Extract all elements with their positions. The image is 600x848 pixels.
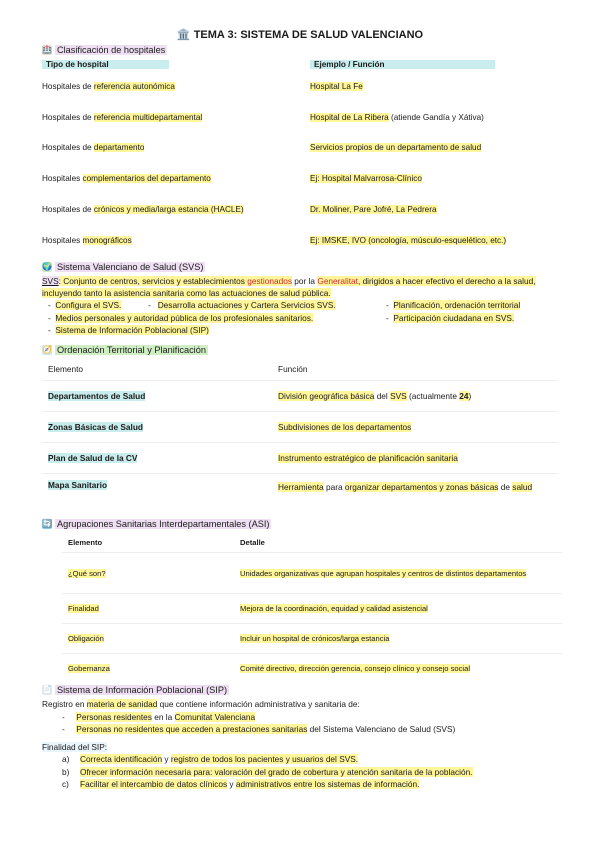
table-row: Mapa Sanitario Herramienta para organizar departamentos y zonas básicas de salud [48,480,533,493]
table-row: Departamentos de Salud División geográfica básica del SVS (actualmente 24) [42,381,558,412]
section-sip-heading: 📄 Sistema de Información Poblacional (SIP) [42,685,228,696]
globe-icon: 🌍 [42,261,52,271]
svs-bullets: - Configura el SVS. - Desarrolla actuaciones y Cartera Servicios SVS. - Planificación, ordenación territorial - Medios personales y autoridad pública de los profesionales sanitarios. - Participación ciudadana en SVS. - Sistema de Información Poblacional (SIP) [48,300,521,335]
list-item: c) Facilitar el intercambio de datos clínicos y administrativos entre los sistemas de información. [62,779,420,790]
ordenacion-table [42,358,558,518]
section-hospitals-heading: 🏥 Clasificación de hospitales [42,45,166,55]
table-row: Hospitales de crónicos y media/larga estancia (HACLE) Dr. Moliner, Pare Jofré, La Pedrera [42,205,437,215]
column-header: Ejemplo / Función [310,60,495,69]
table-row: Zonas Básicas de Salud Subdivisiones de los departamentos [42,412,558,443]
refresh-icon: 🔄 [42,519,52,529]
list-item: b) Ofrecer información necesaria para: valoración del grado de cobertura y atención sanitaria de la población. [62,766,473,777]
table-row: Plan de Salud de la CV Instrumento estratégico de planificación sanitaria [42,443,558,474]
hospitals-table [42,58,558,256]
table-row: Hospitales de referencia autonómica Hospital La Fe [42,81,363,91]
section-asi-heading: 🔄 Agrupaciones Sanitarias Interdepartamentales (ASI) [42,519,270,530]
section-ordenacion-heading: 🧭 Ordenación Territorial y Planificación [42,345,206,356]
table-row: Obligación Incluir un hospital de crónicos/larga estancia [62,624,562,654]
column-header: Detalle [240,537,265,547]
section-svs-heading: 🌍 Sistema Valenciano de Salud (SVS) [42,261,204,272]
column-header: Tipo de hospital [42,60,169,69]
asi-table [62,532,562,683]
svs-definition: SVS: Conjunto de centros, servicios y establecimientos gestionados por la Generalitat, dirigidos a hacer efectivo el derecho a la salud, incluyendo tanto la asistencia sanitaria como las actuaciones de salud pública. [42,275,536,299]
column-header: Elemento [48,364,84,375]
table-row: Gobernanza Comité directivo, dirección gerencia, consejo clínico y consejo social [68,664,471,674]
page-title: 🏛️ TEMA 3: SISTEMA DE SALUD VALENCIANO [176,29,424,41]
table-row: Hospitales complementarios del departamento Ej: Hospital Malvarrosa-Clínico [42,174,422,184]
table-row: Finalidad Mejora de la coordinación, equidad y calidad asistencial [62,594,562,624]
column-header: Función [278,364,308,375]
hospital-icon: 🏥 [42,45,52,54]
building-icon: 🏛️ [176,29,191,41]
table-row: Hospitales de referencia multidepartamental Hospital de La Ribera (atiende Gandía y Xátiva) [42,112,484,122]
table-row: Hospitales de departamento Servicios propios de un departamento de salud [42,143,482,153]
list-item: a) Correcta identificación y registro de todos los pacientes y usuarios del SVS. [62,754,359,765]
document-icon: 📄 [42,685,52,695]
compass-icon: 🧭 [42,345,52,355]
sip-body: Registro en materia de sanidad que contiene información administrativa y sanitaria de: - Personas residentes en la Comunitat Valenciana - Personas no residentes que acceden a prestaciones sanitarias del Sistema Valenciano de Salud (SVS) Finalidad del SIP: a) Correcta identificación y registro de todos los pacientes y usuarios del SVS. b) Ofrecer información necesaria para: valoración del grado de cobertura y atención sanitaria de la población. c) Facilitar el intercambio de datos clínicos y administrativos entre los sistemas de información. [42,698,558,790]
table-row: Hospitales monográficos Ej: IMSKE, IVO (oncología, músculo-esquelético, etc.) [42,235,507,245]
column-header: Elemento [68,537,103,547]
table-row: ¿Qué son? Unidades organizativas que agrupan hospitales y centros de distintos departamentos [62,553,562,594]
